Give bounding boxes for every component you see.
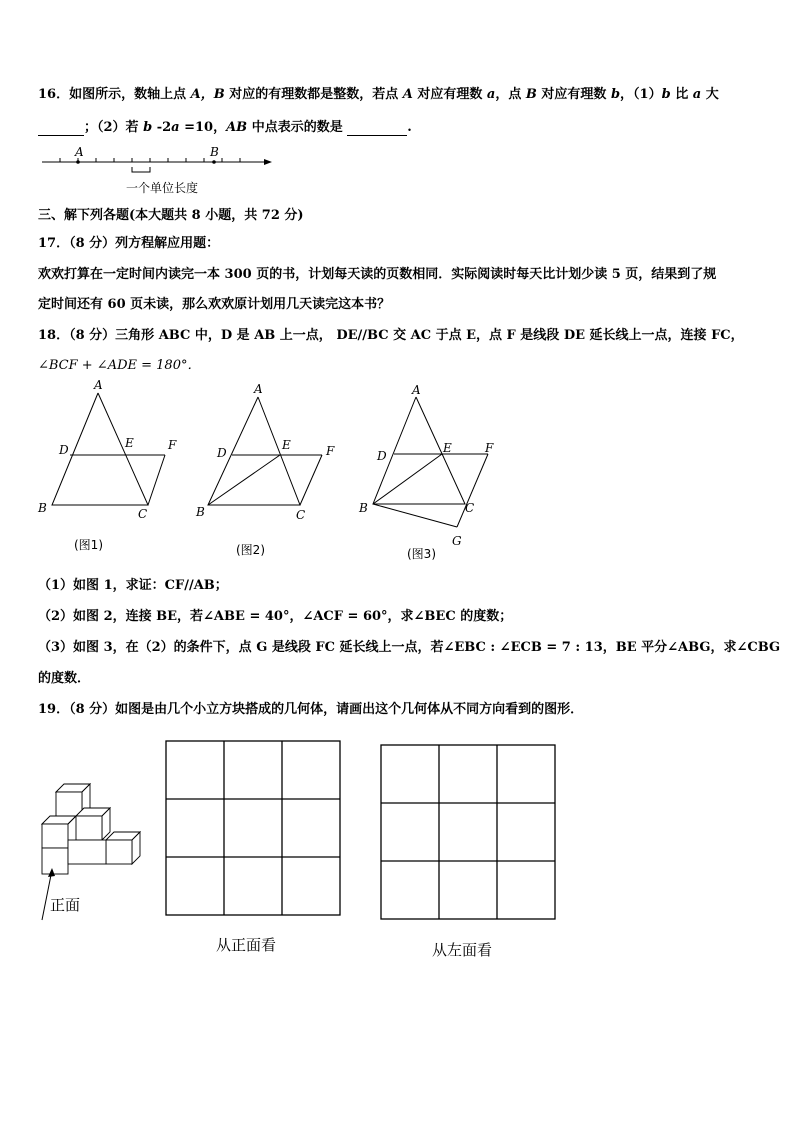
fig2-label-d: D: [217, 446, 227, 460]
q16-var: a: [692, 87, 702, 102]
number-line-figure: [40, 145, 280, 197]
grid-front-view[interactable]: [162, 737, 344, 919]
fig1-label-d: D: [59, 443, 69, 457]
q18-part2: （2）如图 2，连接 BE，若∠ABE = 40°，∠ACF = 60°，求∠BEC 的度数；: [38, 609, 513, 624]
fig3-label-f: F: [485, 441, 494, 455]
q17-body-line2: 定时间还有 60 页未读，那么欢欢原计划用几天读完这本书？: [38, 297, 391, 312]
fig2-caption: (图2): [236, 543, 265, 557]
q17-heading: 17．（8 分）列方程解应用题：: [38, 236, 220, 251]
fig3-label-g: G: [452, 534, 462, 548]
q18-part3-line2: 的度数．: [38, 671, 91, 686]
fig1-label-b: B: [38, 501, 47, 515]
fig1-label-c: C: [138, 507, 148, 521]
figure-1: [30, 375, 200, 555]
q16-var: b: [661, 87, 671, 102]
q18-line1: 18．（8 分）三角形 ABC 中，D 是 AB 上一点， DE//BC 交 AC 于点 E，点 F 是线段 DE 延长线上一点，连接 FC，: [38, 328, 744, 343]
q16-text: -2: [152, 120, 172, 135]
answer-blank-2[interactable]: [347, 120, 407, 136]
q16-text: ，点: [495, 87, 526, 102]
q16-var: B: [525, 87, 537, 102]
fig3-label-c: C: [465, 501, 475, 515]
answer-blank-1[interactable]: [38, 120, 84, 136]
q18-part3-line1: （3）如图 3，在（2）的条件下，点 G 是线段 FC 延长线上一点，若∠EBC : ∠ECB = 7 : 13，BE 平分∠ABG，求∠CBG: [38, 640, 781, 655]
q16-var: a: [486, 87, 496, 102]
q16-text: =10，: [179, 120, 227, 135]
q16-text: 对应有理数: [412, 87, 487, 102]
q16-text: ，（1）: [620, 87, 662, 102]
fig3-label-d: D: [377, 449, 387, 463]
unit-length-caption: 一个单位长度: [126, 181, 199, 195]
fig3-caption: (图3): [407, 547, 436, 561]
q16-text: 对应有理数: [536, 87, 611, 102]
fig1-label-e: E: [125, 436, 134, 450]
grid-left-view[interactable]: [377, 741, 559, 923]
section-heading: 三、解下列各题(本大题共 8 小题，共 72 分): [38, 208, 304, 223]
fig2-label-a: A: [254, 382, 263, 396]
figure-2: [192, 375, 362, 560]
fig2-label-f: F: [326, 444, 335, 458]
fig1-label-f: F: [168, 438, 177, 452]
grid-left-caption: 从左面看: [432, 941, 493, 959]
fig3-label-b: B: [359, 501, 368, 515]
q16-var: b: [610, 87, 621, 102]
q16-var: A，B: [190, 87, 225, 102]
q16-text: 比: [670, 87, 693, 102]
fig2-label-e: E: [282, 438, 291, 452]
figure-3: [355, 380, 525, 565]
fig3-label-e: E: [443, 441, 452, 455]
q16-text: ；（2）若: [84, 120, 144, 135]
q19-heading: 19．（8 分）如图是由几个小立方块搭成的几何体，请画出这个几何体从不同方向看到的图形．: [38, 702, 584, 717]
q16-text: 中点表示的数是: [247, 120, 348, 135]
q16-text: .: [407, 120, 412, 135]
q16-text: 对应的有理数都是整数，若点: [224, 87, 403, 102]
q16-line2: [38, 116, 412, 136]
q18-part1: （1）如图 1，求证：CF//AB；: [38, 578, 228, 593]
q16-text: 16．如图所示，数轴上点: [38, 87, 191, 102]
q16-text: 大: [701, 87, 719, 102]
point-a-label: A: [75, 145, 84, 159]
cube-stack-figure: [36, 778, 146, 918]
fig2-label-c: C: [296, 508, 306, 522]
fig2-label-b: B: [196, 505, 205, 519]
front-label: 正面: [50, 896, 81, 914]
fig1-caption: (图1): [74, 538, 103, 552]
fig1-label-a: A: [94, 378, 103, 392]
q17-body-line1: 欢欢打算在一定时间内读完一本 300 页的书，计划每天读的页数相同．实际阅读时每天比计划少读 5 页，结果到了规: [38, 267, 717, 282]
q16-var: A: [402, 87, 413, 102]
q18-line2: ∠BCF + ∠ADE = 180°．: [38, 358, 201, 373]
fig3-label-a: A: [412, 383, 421, 397]
q16-var: b: [143, 120, 153, 135]
q16-var: AB: [226, 120, 248, 135]
q16-var: a: [171, 120, 180, 135]
grid-front-caption: 从正面看: [216, 936, 277, 954]
q16-line1: [38, 83, 719, 102]
point-b-label: B: [210, 145, 219, 159]
